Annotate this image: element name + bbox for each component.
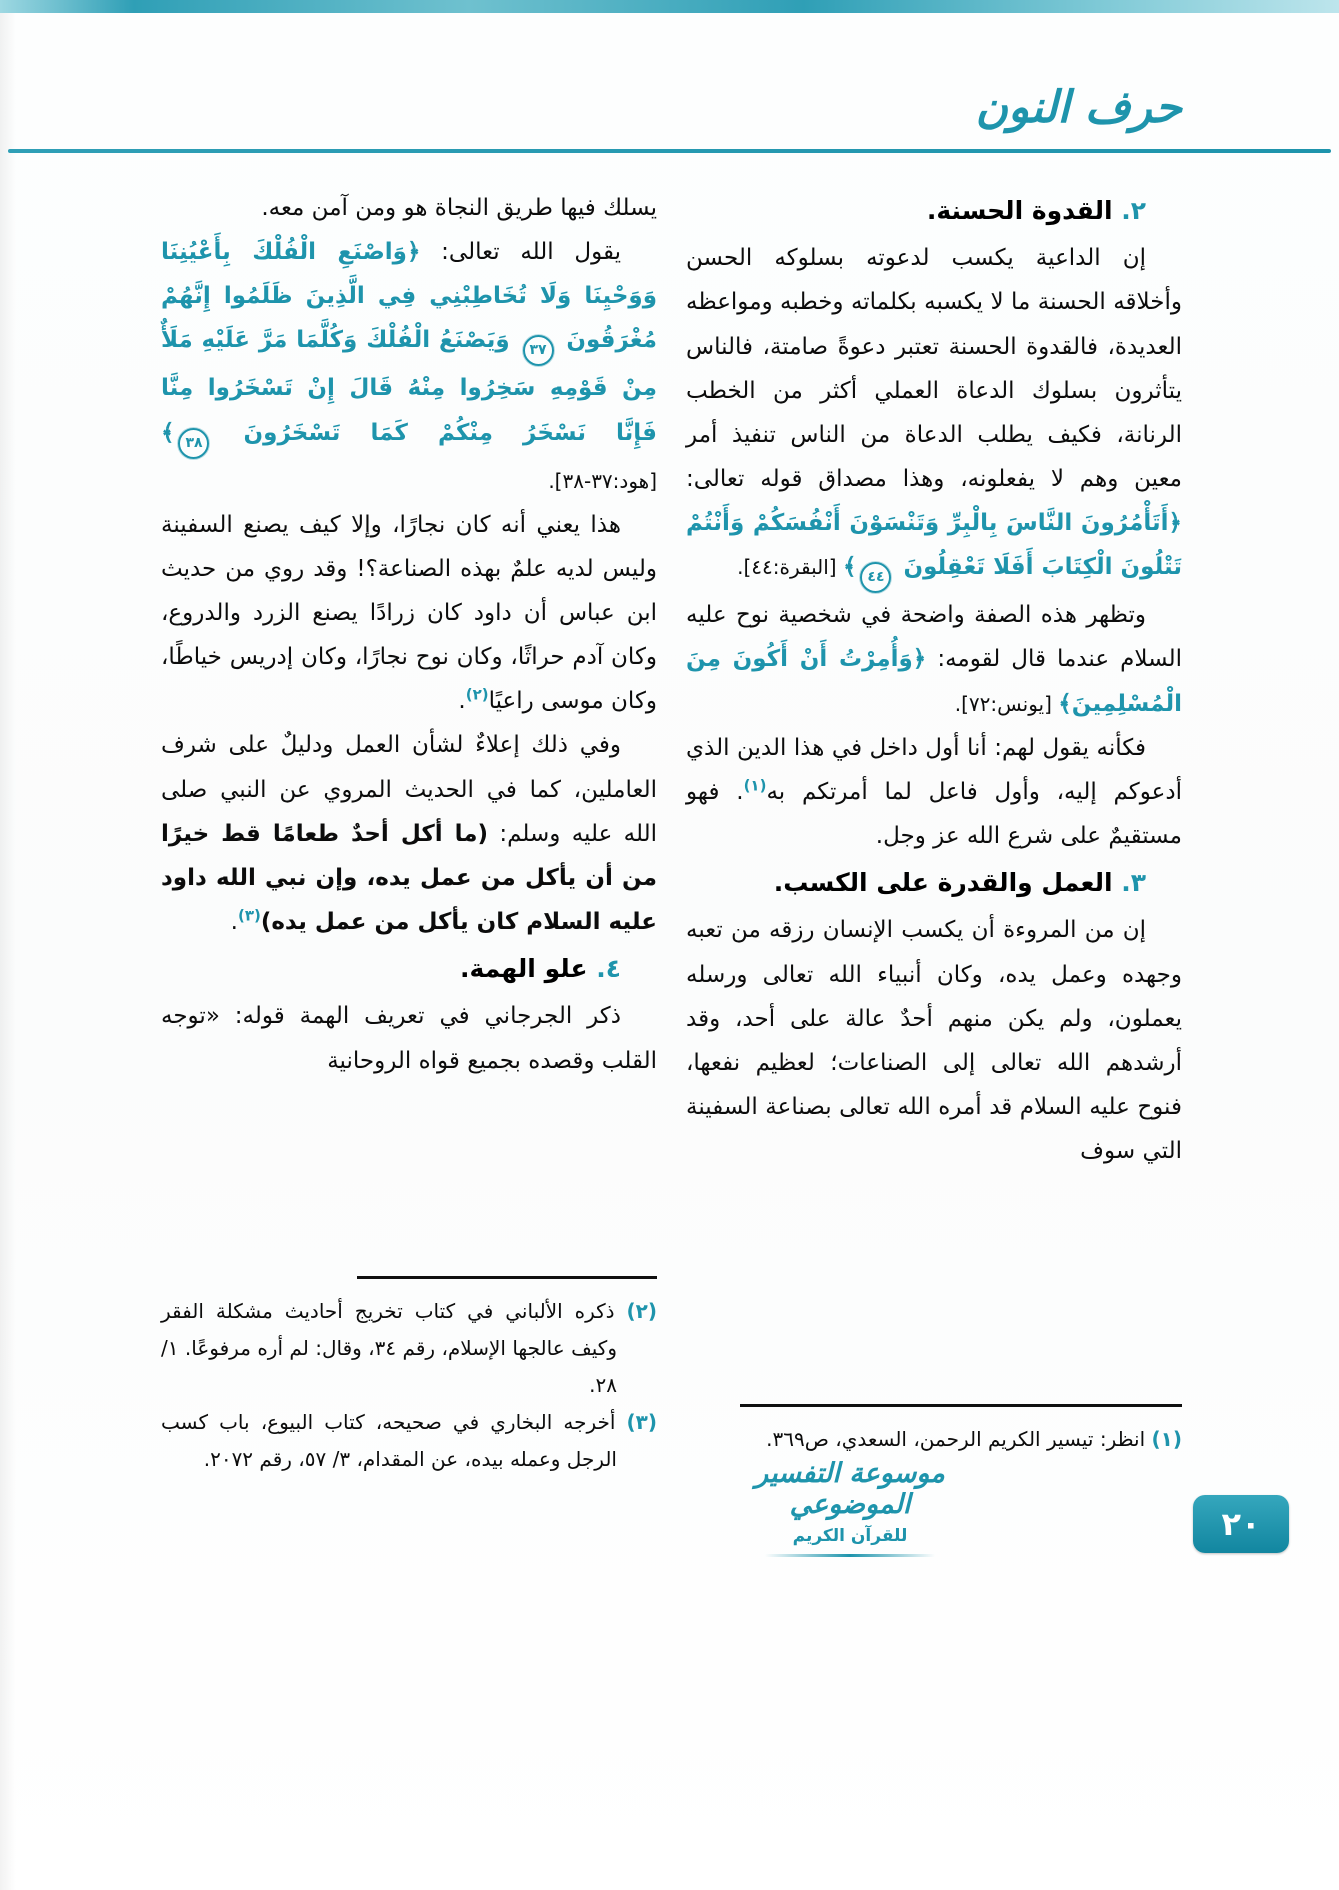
quran-verse: ﴿وَأُمِرْتُ أَنْ أَكُونَ مِنَ الْمُسْلِمِينَ﴾ bbox=[686, 646, 1182, 717]
footnote-reference-marker: (٢) bbox=[465, 685, 489, 704]
body-text: . bbox=[230, 909, 238, 936]
footnote-marker: (٢) bbox=[626, 1299, 657, 1323]
section-heading-text: القدوة الحسنة. bbox=[926, 196, 1122, 225]
verse-reference: [يونس:٧٢]. bbox=[954, 691, 1059, 716]
body-text: وفي ذلك إعلاءٌ لشأن العمل ودليلٌ على شرف العاملين، كما في الحديث المروي عن النبي صلى الله عليه وسلم: bbox=[161, 732, 658, 847]
right-column bbox=[686, 186, 1182, 1458]
footnote-marker: (٣) bbox=[626, 1410, 657, 1434]
body-text: إن الداعية يكسب لدعوته بسلوكه الحسن وأخلاقه الحسنة ما لا يكسبه بكلماته وخطبه ومواعظه العديدة، فالقدوة الحسنة تعتبر دعوةً صامتة، فالناس يتأثرون بسلوك الدعاة العملي أكثر من الخطب الرنانة، فكيف يطلب الدعاة من الناس تنفيذ أمر معين وهم لا يفعلونه، وهذا مصداق قوله تعالى: bbox=[686, 245, 1182, 493]
footnote-text: ذكره الألباني في كتاب تخريج أحاديث مشكلة الفقر وكيف عالجها الإسلام، رقم ٣٤، وقال: لم أره مرفوعًا. ١/ ٢٨. bbox=[161, 1299, 627, 1397]
footnote-divider-rule bbox=[357, 1276, 657, 1279]
section-heading-4 bbox=[161, 946, 657, 992]
quran-verse: وَيَصْنَعُ الْفُلْكَ وَكُلَّمَا مَرَّ عَلَيْهِ مَلَأٌ مِنْ قَوْمِهِ سَخِرُوا مِنْهُ قَالَ إِنْ تَسْخَرُوا مِنَّا فَإِنَّا نَسْخَرُ مِنْكُمْ كَمَا تَسْخَرُونَ bbox=[161, 327, 657, 446]
paragraph bbox=[161, 230, 657, 503]
publisher-logo-subtitle: للقرآن الكريم bbox=[792, 1526, 908, 1546]
footnote-reference-marker: (١) bbox=[743, 776, 767, 795]
paragraph bbox=[161, 503, 657, 724]
footnote-text: انظر: تيسير الكريم الرحمن، السعدي، ص٣٦٩. bbox=[766, 1427, 1152, 1451]
section-number: ٢. bbox=[1121, 196, 1146, 225]
body-text: وتظهر هذه الصفة واضحة في شخصية نوح عليه السلام عندما قال لقومه: bbox=[686, 602, 1183, 673]
quran-closing-bracket: ﴾ bbox=[161, 419, 175, 446]
page-number: ٢٠ bbox=[1221, 1505, 1261, 1543]
paragraph bbox=[686, 726, 1182, 858]
body-text: . bbox=[458, 688, 466, 715]
body-text: يسلك فيها طريق النجاة هو ومن آمن معه. bbox=[261, 195, 657, 221]
footnote-marker: (١) bbox=[1151, 1427, 1182, 1451]
publisher-logo-title: موسوعة التفسير الموضوعي bbox=[755, 1458, 945, 1520]
logo-flourish-ornament bbox=[765, 1554, 935, 1557]
paragraph bbox=[686, 593, 1182, 725]
footnote bbox=[161, 1293, 657, 1404]
ayah-number-ornament: ٣٨ bbox=[178, 428, 209, 459]
footnote-text: أخرجه البخاري في صحيحه، كتاب البيوع، باب كسب الرجل وعمله بيده، عن المقدام، ٣/ ٥٧، رقم ٢٠٧٢. bbox=[161, 1410, 627, 1471]
paragraph bbox=[686, 908, 1182, 1173]
quran-closing-bracket: ﴾ bbox=[842, 554, 857, 581]
body-text: . فهو مستقيمٌ على شرع الله عز وجل. bbox=[686, 778, 1182, 850]
publisher-logo bbox=[700, 1458, 1000, 1557]
verse-reference: [هود:٣٧-٣٨]. bbox=[548, 468, 657, 493]
body-text: هذا يعني أنه كان نجارًا، وإلا كيف يصنع السفينة وليس لديه علمٌ بهذه الصناعة؟! وقد روي من حديث ابن عباس أن داود كان زرادًا يصنع الزرد والدروع، وكان آدم حراثًا، وكان نوح نجارًا، وكان إدريس خياطًا، وكان موسى راعيًا bbox=[161, 511, 657, 715]
body-text: ذكر الجرجاني في تعريف الهمة قوله: «توجه القلب وقصده بجميع قواه الروحانية bbox=[161, 1003, 657, 1074]
paragraph bbox=[161, 994, 657, 1082]
section-heading-text: علو الهمة. bbox=[459, 954, 597, 984]
quran-verse: ﴿أَتَأْمُرُونَ النَّاسَ بِالْبِرِّ وَتَنْسَوْنَ أَنْفُسَكُمْ وَأَنْتُمْ تَتْلُونَ الْكِتَابَ أَفَلَا تَعْقِلُونَ bbox=[686, 510, 1182, 581]
footnote-divider-rule bbox=[740, 1404, 1182, 1407]
section-heading-text: العمل والقدرة على الكسب. bbox=[773, 868, 1122, 898]
footnote bbox=[686, 1421, 1182, 1458]
left-column bbox=[161, 186, 657, 1478]
paragraph bbox=[161, 723, 657, 944]
section-number: ٤. bbox=[596, 954, 621, 984]
header-divider-rule bbox=[8, 149, 1331, 153]
footnotes-right-column bbox=[686, 1396, 1182, 1458]
section-number: ٣. bbox=[1121, 868, 1146, 898]
paragraph bbox=[686, 236, 1182, 593]
verse-reference: [البقرة:٤٤]. bbox=[737, 555, 843, 580]
ayah-number-ornament: ٣٧ bbox=[523, 335, 554, 366]
footnote bbox=[161, 1404, 657, 1478]
page-number-badge bbox=[1193, 1495, 1289, 1553]
ayah-number-ornament: ٤٤ bbox=[860, 562, 891, 593]
body-text: فكأنه يقول لهم: أنا أول داخل في هذا الدين الذي أدعوكم إليه، وأول فاعل لما أمرتكم به bbox=[686, 734, 1182, 805]
paragraph-continuation bbox=[161, 186, 657, 230]
body-text: يقول الله تعالى: bbox=[420, 239, 621, 266]
chapter-heading: حرف النون bbox=[975, 82, 1182, 133]
page-top-color-band bbox=[0, 0, 1339, 13]
section-heading-2 bbox=[686, 188, 1182, 234]
section-heading-3 bbox=[686, 860, 1182, 906]
hadith-text: (ما أكل أحدٌ طعامًا قط خيرًا من أن يأكل من عمل يده، وإن نبي الله داود عليه السلام كان يأكل من عمل يده) bbox=[161, 820, 657, 936]
quran-verse: ﴿وَاصْنَعِ الْفُلْكَ بِأَعْيُنِنَا وَوَحْيِنَا وَلَا تُخَاطِبْنِي فِي الَّذِينَ ظَلَمُوا إِنَّهُمْ مُغْرَقُونَ bbox=[161, 239, 657, 354]
footnotes-left-column bbox=[161, 1268, 657, 1478]
footnote-reference-marker: (٣) bbox=[237, 906, 261, 925]
body-text: إن من المروءة أن يكسب الإنسان رزقه من تعبه وجهده وعمل يده، وكان أنبياء الله تعالى ورسله يعملون، ولم يكن منهم أحدٌ عالة على أحد، وقد أرشدهم الله تعالى إلى الصناعات؛ لعظيم نفعها، فنوح عليه السلام قد أمره الله تعالى بصناعة السفينة التي سوف bbox=[686, 917, 1182, 1165]
